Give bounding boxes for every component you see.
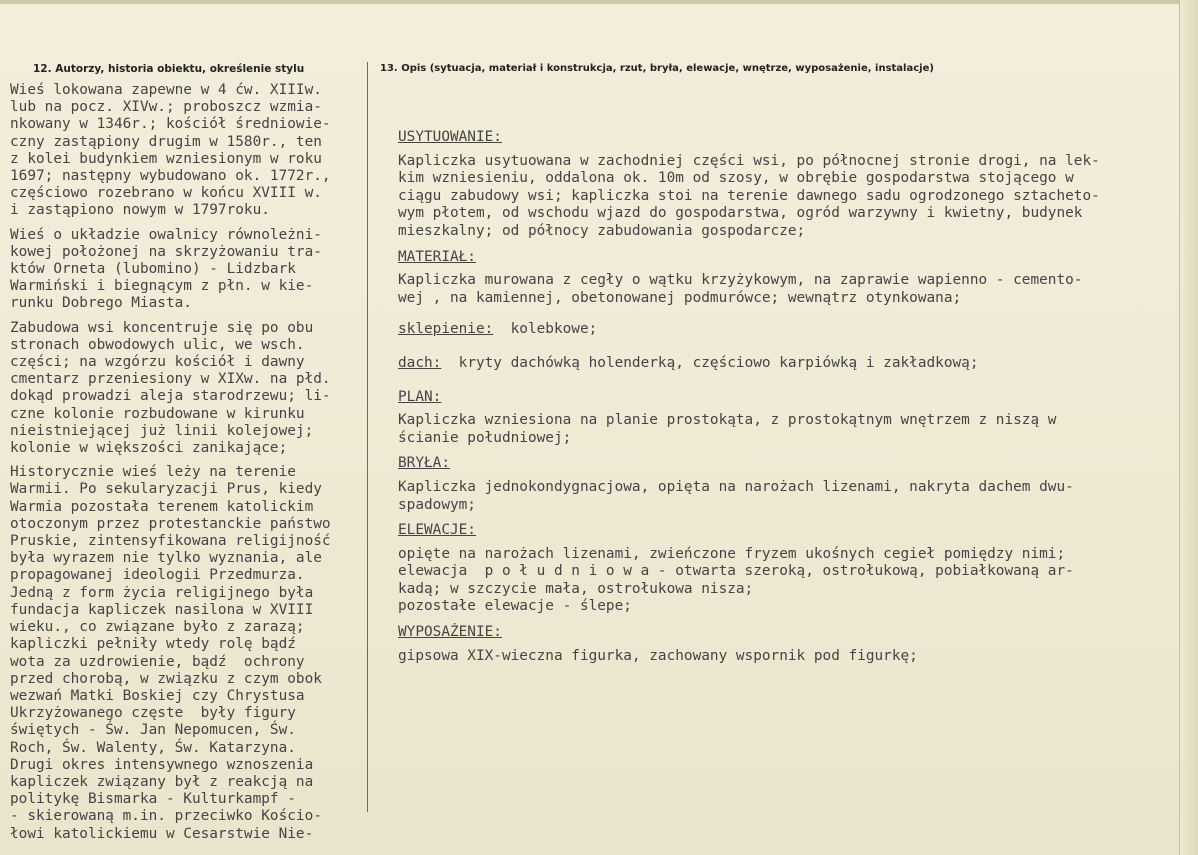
right-column-header: 13. Opis (sytuacja, materiał i konstrukcja, rzut, bryła, elewacje, wnętrze, wyposażenie, instalacje) bbox=[380, 63, 934, 74]
history-paragraph bbox=[10, 464, 366, 842]
text-line: z kolei budynkiem wzniesionym w roku bbox=[10, 150, 322, 167]
text-line: ścianie południowej; bbox=[398, 429, 572, 446]
top-rule bbox=[0, 0, 1198, 4]
text-line: wym płotem, od wschodu wjazd do gospodarstwa, ogród warzywny i kwietny, budynek bbox=[398, 205, 1083, 222]
text-line: kim wzniesieniu, oddalona ok. 10m od szosy, w obrębie gospodarstwa stojącego w bbox=[398, 170, 1074, 187]
text-line: Warmiński i biegnącym z płn. w kie- bbox=[10, 278, 314, 295]
description-section bbox=[398, 455, 1178, 514]
description-inline-row bbox=[398, 355, 1178, 373]
section-text: kryty dachówką holenderką, częściowo karpiówką i zakładkową; bbox=[441, 354, 979, 371]
text-line: mieszkalny; od północy zabudowania gospodarcze; bbox=[398, 222, 806, 239]
text-line: przed chorobą, w związku z czym obok bbox=[10, 670, 322, 687]
text-line: dokąd prowadzi aleja starodrzewu; li- bbox=[10, 388, 331, 405]
text-line: Kapliczka wzniesiona na planie prostokąta, z prostokątnym wnętrzem z niszą w bbox=[398, 412, 1057, 429]
text-line: Roch, Św. Walenty, Św. Katarzyna. bbox=[10, 739, 296, 756]
text-line: propagowanej ideologii Przedmurza. bbox=[10, 567, 305, 584]
text-line: Kapliczka murowana z cegły o wątku krzyżykowym, na zaprawie wapienno - cemento- bbox=[398, 272, 1083, 289]
column-divider bbox=[367, 62, 368, 812]
text-line: ciągu zabudowy wsi; kapliczka stoi na terenie dawnego sadu ogrodzonego sztacheto- bbox=[398, 187, 1100, 204]
text-line: spadowym; bbox=[398, 496, 476, 513]
description-section bbox=[398, 624, 1178, 665]
description-column bbox=[398, 129, 1178, 673]
text-line: opięte na narożach lizenami, zwieńczone fryzem ukośnych cegieł pomiędzy nimi; bbox=[398, 545, 1066, 562]
text-line: nkowany w 1346r.; kościół średniowie- bbox=[10, 116, 331, 133]
section-heading: USYTUOWANIE: bbox=[398, 129, 502, 145]
text-line: elewacja p o ł u d n i o w a - otwarta szeroką, ostrołukową, pobiałkowaną ar- bbox=[398, 563, 1074, 580]
description-section bbox=[398, 249, 1178, 308]
text-line: nieistniejącej już linii kolejowej; bbox=[10, 422, 314, 439]
text-line: Jedną z form życia religijnego była bbox=[10, 584, 314, 601]
text-line: części; na wzgórzu kościół i dawny bbox=[10, 354, 305, 371]
description-section bbox=[398, 522, 1178, 616]
text-line: świętych - Św. Jan Nepomucen, Św. bbox=[10, 722, 296, 739]
text-line: gipsowa XIX-wieczna figurka, zachowany wspornik pod figurkę; bbox=[398, 647, 918, 664]
section-heading: WYPOSAŻENIE: bbox=[398, 624, 502, 641]
description-section bbox=[398, 129, 1178, 241]
section-heading: ELEWACJE: bbox=[398, 522, 476, 539]
section-heading: BRYŁA: bbox=[398, 455, 450, 472]
text-line: Wieś o układzie owalnicy równoleżni- bbox=[10, 226, 322, 243]
history-column bbox=[10, 82, 366, 850]
text-line: Drugi okres intensywnego wznoszenia bbox=[10, 756, 314, 773]
section-heading: dach: bbox=[398, 354, 442, 371]
text-line: Ukrzyżowanego częste były figury bbox=[10, 705, 296, 722]
text-line: Pruskie, zintensyfikowana religijność bbox=[10, 533, 331, 550]
text-line: - skierowaną m.in. przeciwko Kościo- bbox=[10, 808, 322, 825]
text-line: kapliczek związany był z reakcją na bbox=[10, 773, 314, 790]
text-line: wieku., co związane było z zarazą; bbox=[10, 619, 305, 636]
text-line: 1697; następny wybudowano ok. 1772r., bbox=[10, 168, 331, 185]
text-line: łowi katolickiemu w Cesarstwie Nie- bbox=[10, 825, 314, 842]
text-line: Zabudowa wsi koncentruje się po obu bbox=[10, 319, 314, 336]
description-inline-row bbox=[398, 321, 1178, 339]
text-line: któw Orneta (lubomino) - Lidzbark bbox=[10, 261, 296, 278]
text-line: Warmia pozostała terenem katolickim bbox=[10, 498, 314, 515]
text-line: lub na pocz. XIVw.; proboszcz wzmia- bbox=[10, 99, 322, 116]
text-line: fundacja kapliczek nasilona w XVIII bbox=[10, 601, 314, 618]
text-line: czne kolonie rozbudowane w kirunku bbox=[10, 405, 305, 422]
section-heading: PLAN: bbox=[398, 388, 442, 405]
history-paragraph bbox=[10, 227, 366, 313]
text-line: kolonie w większości zanikające; bbox=[10, 440, 288, 457]
text-line: częściowo rozebrano w końcu XVIII w. bbox=[10, 185, 322, 202]
text-line: pozostałe elewacje - ślepe; bbox=[398, 598, 632, 615]
text-line: kowej położonej na skrzyżowaniu tra- bbox=[10, 243, 322, 260]
text-line: politykę Bismarka - Kulturkampf - bbox=[10, 791, 296, 808]
section-heading: sklepienie: bbox=[398, 321, 494, 338]
section-text: kolebkowe; bbox=[493, 321, 598, 338]
description-section bbox=[398, 389, 1178, 448]
text-line: wezwań Matki Boskiej czy Chrystusa bbox=[10, 687, 305, 704]
text-line: Kapliczka usytuowana w zachodniej części wsi, po północnej stronie drogi, na lek- bbox=[398, 152, 1100, 169]
text-line: kapliczki pełniły wtedy rolę bądź bbox=[10, 636, 296, 653]
text-line: otoczonym przez protestanckie państwo bbox=[10, 515, 331, 532]
text-line: Historycznie wieś leży na terenie bbox=[10, 464, 296, 481]
history-paragraph bbox=[10, 82, 366, 220]
text-line: Kapliczka jednokondygnacjowa, opięta na narożach lizenami, nakryta dachem dwu- bbox=[398, 478, 1074, 495]
text-line: runku Dobrego Miasta. bbox=[10, 295, 192, 312]
text-line: kadą; w szczycie mała, ostrołukowa nisza; bbox=[398, 580, 754, 597]
section-heading: MATERIAŁ: bbox=[398, 248, 476, 265]
page-edge bbox=[1179, 0, 1198, 855]
text-line: Warmii. Po sekularyzacji Prus, kiedy bbox=[10, 481, 322, 498]
text-line: cmentarz przeniesiony w XIXw. na płd. bbox=[10, 371, 331, 388]
text-line: wej , na kamiennej, obetonowanej podmurówce; wewnątrz otynkowana; bbox=[398, 289, 962, 306]
text-line: była wyrazem nie tylko wyznania, ale bbox=[10, 550, 322, 567]
history-paragraph bbox=[10, 320, 366, 458]
text-line: czny zastąpiony drugim w 1580r., ten bbox=[10, 133, 322, 150]
text-line: wota za uzdrowienie, bądź ochrony bbox=[10, 653, 305, 670]
text-line: Wieś lokowana zapewne w 4 ćw. XIIIw. bbox=[10, 82, 322, 98]
text-line: i zastąpiono nowym w 1797roku. bbox=[10, 202, 270, 219]
text-line: stronach obwodowych ulic, we wsch. bbox=[10, 336, 305, 353]
left-column-header: 12. Autorzy, historia obiektu, określenie stylu bbox=[33, 63, 305, 75]
